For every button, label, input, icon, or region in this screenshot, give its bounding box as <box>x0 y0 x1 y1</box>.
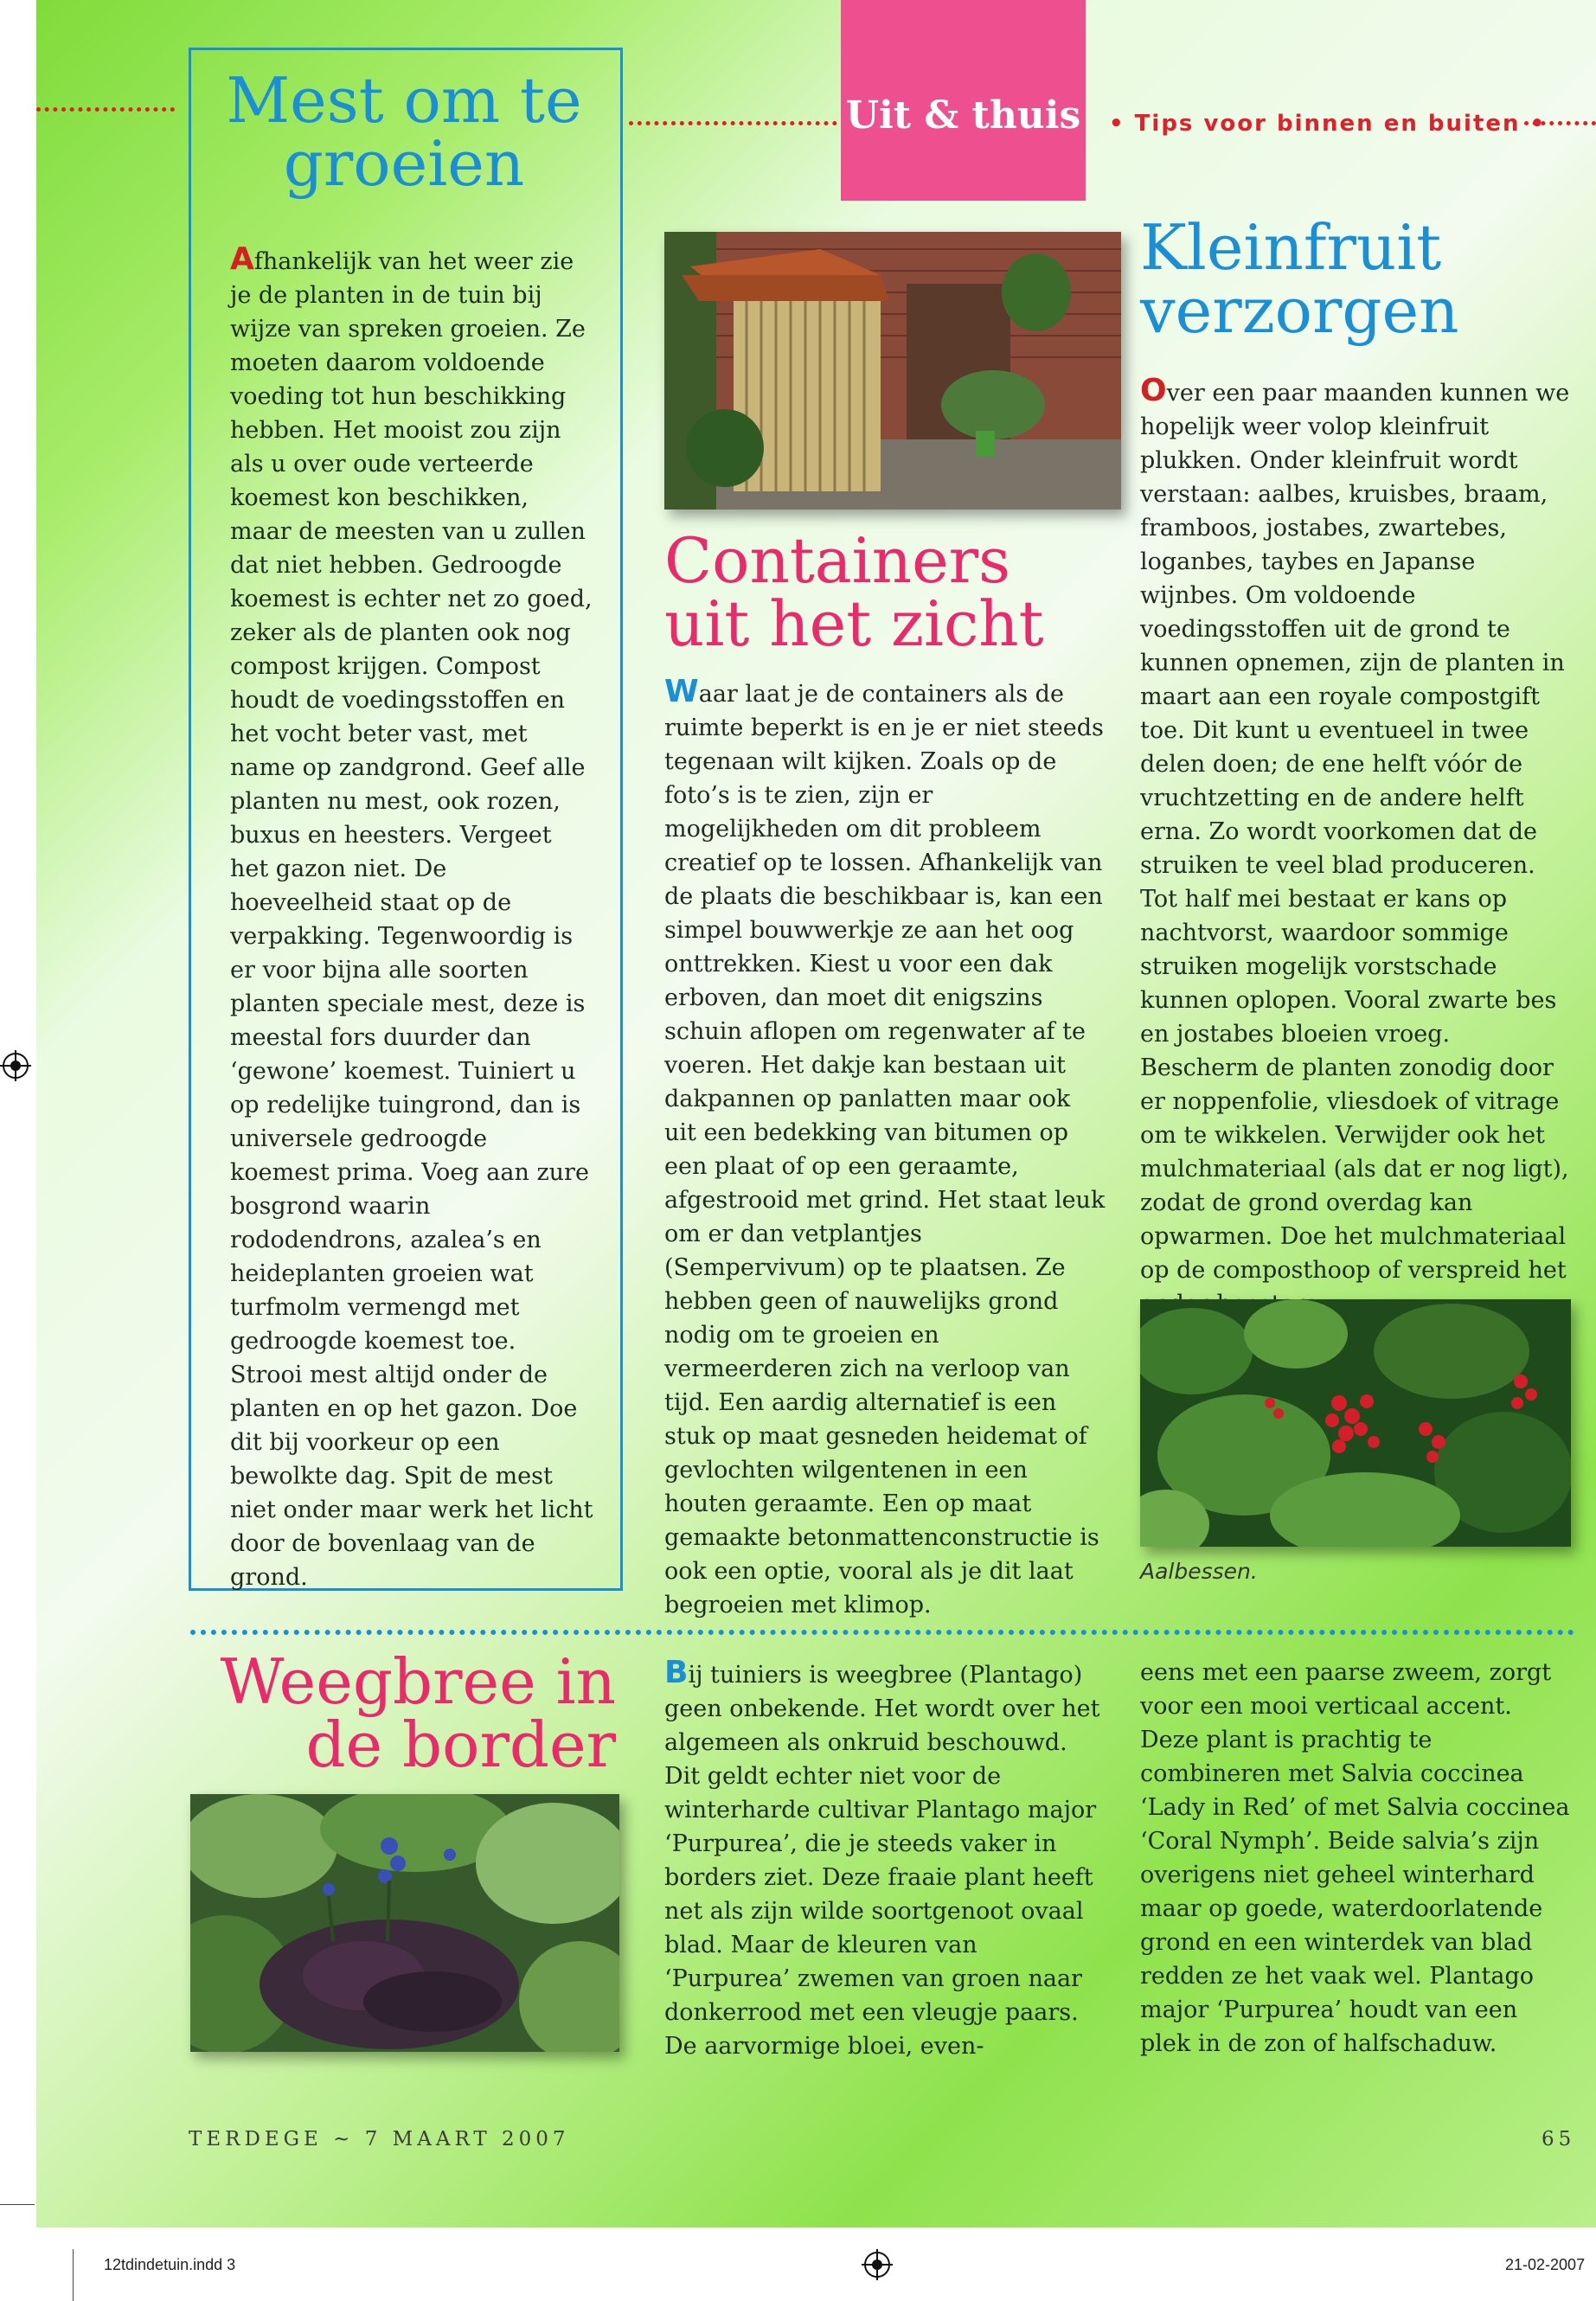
redcurrant-photo-image <box>1140 1299 1571 1547</box>
containers-body <box>664 675 1106 1622</box>
section-separator <box>190 1630 1574 1635</box>
containers-title: Containers uit het zicht <box>664 524 1044 661</box>
section-tab-label: Uit & thuis <box>845 93 1081 138</box>
containers-photo <box>664 232 1121 510</box>
containers-body-text: aar laat je de containers als de ruimte beperkt is en je er niet steeds tegenaan wilt kijken. Zoals op de foto’s is te zien, zijn er mogelijkheden om dit probleem creatief op te lossen. Afhankelijk van de plaats die beschikbaar is, kan een simpel bouwwerkje ze aan het oog onttrekken. Kiest u voor een dak erboven, dan moet dit enigszins schuin aflopen om regenwater af te voeren. Het dakje kan bestaan uit dakpannen op panlatten maar ook uit een bedekking van bitumen op een plaat of op een geraamte, afgestrooid met grind. Het staat leuk om er dan vetplantjes (Sempervivum) op te plaatsen. Ze hebben geen of nauwelijks grond nodig om te groeien en vermeerderen zich na verloop van tijd. Een aardig alternatief is een stuk op maat gesneden heidemat of gevlochten wilgentenen in een houten geraamte. Een op maat gemaakte betonmattenconstructie is ook een optie, vooral als je dit laat begroeien met klimop. <box>664 681 1106 1618</box>
weegbree-title: Weegbree in de border <box>220 1645 616 1782</box>
mest-drop-letter: A <box>230 241 254 277</box>
weegbree-body-col2 <box>1140 1656 1573 2061</box>
weegbree-body-col1-text: ij tuiniers is weegbree (Plantago) geen onbekende. Het wordt over het algemeen als onkruid beschouwd. Dit geldt echter niet voor de winterharde cultivar Plantago major ‘Purpurea’, die je steeds vaker in borders ziet. Deze fraaie plant heeft net als zijn wilde soortgenoot ovaal blad. Maar de kleuren van ‘Purpurea’ zwemen van groen naar donkerrood met een vleugje paars. De aarvormige bloei, even- <box>664 1662 1100 2060</box>
mest-title: Mest om te groeien <box>226 64 582 201</box>
kleinfruit-title: Kleinfruit verzorgen <box>1140 211 1459 348</box>
print-slug-date: 21-02-2007 <box>1505 2256 1586 2273</box>
mest-body <box>230 242 593 1594</box>
tips-label: • Tips voor binnen en buiten • <box>1109 111 1547 137</box>
kleinfruit-body <box>1140 374 1573 1321</box>
registration-mark-left <box>0 1050 31 1081</box>
print-slug-file: 12tdindetuin.indd 3 <box>104 2256 236 2273</box>
redcurrant-photo <box>1140 1299 1571 1547</box>
section-tab <box>841 0 1086 201</box>
header-dotted-rule-left <box>36 107 175 112</box>
redcurrant-caption: Aalbessen. <box>1140 1559 1258 1584</box>
footer-magazine: TERDEGE ~ 7 MAART 2007 <box>189 2128 570 2150</box>
weegbree-photo-image <box>190 1794 619 2052</box>
weegbree-photo <box>190 1794 619 2052</box>
weegbree-body-col2-text: eens met een paarse zweem, zorgt voor een mooi verticaal accent. Deze plant is prachtig te combineren met Salvia coccinea ‘Lady in Red’ of met Salvia coccinea ‘Coral Nymph’. Beide salvia’s zijn overigens niet geheel winterhard maar op goede, waterdoorlatende grond en een winterdek van blad redden ze het vaak wel. Plantago major ‘Purpurea’ houdt van een plek in de zon of halfschaduw. <box>1140 1659 1570 2057</box>
weegbree-drop-letter: B <box>664 1655 689 1690</box>
registration-mark-bottom <box>862 2249 893 2280</box>
header-dotted-rule-mid <box>629 121 862 125</box>
kleinfruit-body-text: ver een paar maanden kunnen we hopelijk weer volop kleinfruit plukken. Onder kleinfruit wordt verstaan: aalbes, kruisbes, braam, framboos, jostabes, zwartebes, loganbes, taybes en Japanse wijnbes. Om voldoende voedingsstoffen uit de grond te kunnen opnemen, zijn de planten in maart aan een royale compostgift toe. Dit kunt u eventueel in twee delen doen; de ene helft vóór de vruchtzetting en de andere helft erna. Zo wordt voorkomen dat de struiken te veel blad produceren. Tot half mei bestaat er kans op nachtvorst, waardoor sommige struiken mogelijk vorstschade kunnen oplopen. Vooral zwarte bes en jostabes bloeien vroeg. Bescherm de planten zonodig door er noppenfolie, vliesdoek of vitrage om te wikkelen. Verwijder ook het mulchmateriaal (als dat er nog ligt), zodat de grond overdag kan opwarmen. Doe het mulchmateriaal op de composthoop of verspreid het <box>1140 380 1570 1284</box>
mest-body-text: fhankelijk van het weer zie je de planten in de tuin bij wijze van spreken groeien. Ze moeten daarom voldoende voeding tot hun beschikking hebben. Het mooist zou zijn als u over oude verteerde koemest kon beschikken, maar de meesten van u zullen dat niet hebben. Gedroogde koemest is echter net zo goed, zeker als de planten ook nog compost krijgen. Compost houdt de voedingsstoffen en het vocht beter vast, met name op zandgrond. Geef alle planten nu mest, ook rozen, buxus en heesters. Vergeet het gazon niet. De hoeveelheid staat op de verpakking. Tegenwoordig is er voor bijna alle soorten planten speciale mest, deze is meestal fors duurder dan ‘gewone’ koemest. Tuiniert u op redelijke tuingrond, dan is universele gedroogde koemest prima. Voeg aan zure bosgrond waarin rododendrons, azalea’s en heideplanten groeien wat turfmolm vermengd met gedroogde koemest toe. Strooi mest altijd onder de planten en op het gazon. Doe dit bij voorkeur op een bewolkte dag. Spit de mest niet onder maar werk het licht door de bovenlaag van de grond. <box>230 248 593 1591</box>
kleinfruit-drop-letter: O <box>1140 373 1167 408</box>
footer-page-number: 65 <box>1542 2128 1576 2150</box>
containers-photo-image <box>664 232 1121 510</box>
magazine-page <box>36 0 1596 2227</box>
crop-line-bottom <box>73 2249 74 2301</box>
weegbree-body-col1 <box>664 1656 1106 2063</box>
containers-drop-letter: W <box>664 674 699 709</box>
crop-line-left <box>0 2204 35 2205</box>
